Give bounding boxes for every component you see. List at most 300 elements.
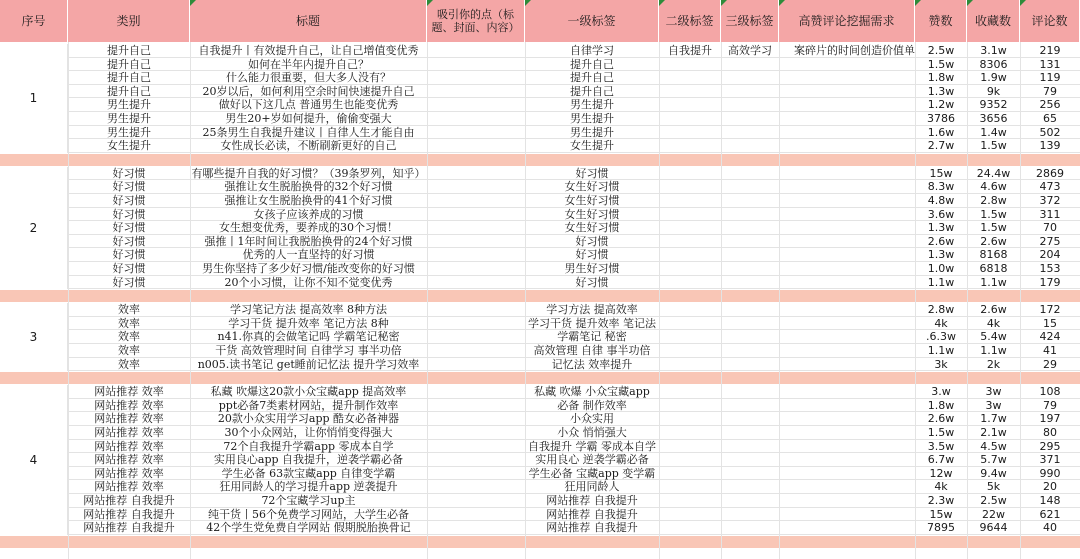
cell-tag-1[interactable]: 提升自己 xyxy=(570,57,614,71)
cell-tag-2[interactable] xyxy=(659,98,721,111)
cell-favorites[interactable]: 3w xyxy=(985,385,1002,399)
cell-favorites[interactable]: 3w xyxy=(985,398,1002,412)
header-likes[interactable] xyxy=(915,0,967,42)
cell-category[interactable]: 提升自己 xyxy=(107,84,151,98)
cell-category[interactable]: 好习惯 xyxy=(112,248,146,262)
cell-tag-3[interactable]: 高效学习 xyxy=(728,44,772,57)
cell-tag-1[interactable]: 必备 制作效率 xyxy=(557,398,627,412)
cell-tag-1[interactable]: 网站推荐 自我提升 xyxy=(546,521,638,535)
cell-comment-needs[interactable] xyxy=(779,71,915,84)
cell-favorites[interactable]: 1.9w xyxy=(980,71,1007,85)
cell-appeal[interactable] xyxy=(427,194,525,207)
cell-likes[interactable]: 4k xyxy=(934,316,948,330)
cell-tag-3[interactable] xyxy=(721,440,779,453)
table-row[interactable] xyxy=(68,440,1080,454)
cell-favorites[interactable]: 5k xyxy=(986,480,1001,494)
cell-comment-needs[interactable] xyxy=(779,494,915,507)
cell-category[interactable]: 效率 xyxy=(118,344,140,357)
header-category[interactable] xyxy=(68,0,190,42)
cell-comments[interactable]: 15 xyxy=(1043,316,1057,330)
cell-category[interactable]: 效率 xyxy=(118,303,140,317)
cell-appeal[interactable] xyxy=(427,521,525,534)
cell-likes[interactable]: 15w xyxy=(929,166,953,180)
table-row[interactable] xyxy=(68,112,1080,126)
cell-comments[interactable]: 275 xyxy=(1039,234,1061,248)
header-comment-needs[interactable] xyxy=(779,0,915,42)
header-tag-2[interactable] xyxy=(659,0,721,42)
cell-tag-3[interactable] xyxy=(721,303,779,316)
cell-title[interactable]: 狂用同龄人的学习提升app 逆袭提升 xyxy=(219,480,398,494)
cell-appeal[interactable] xyxy=(427,139,525,152)
cell-category[interactable]: 男生提升 xyxy=(107,125,151,139)
cell-tag-1[interactable]: 女生好习惯 xyxy=(564,221,620,235)
cell-appeal[interactable] xyxy=(427,262,525,275)
cell-category[interactable]: 提升自己 xyxy=(107,71,151,85)
cell-favorites[interactable]: 2.6w xyxy=(980,234,1007,248)
cell-title[interactable]: 学习笔记方法 提高效率 8种方法 xyxy=(230,303,387,317)
cell-appeal[interactable] xyxy=(427,412,525,425)
cell-comments[interactable]: 621 xyxy=(1039,507,1061,521)
cell-appeal[interactable] xyxy=(427,508,525,521)
cell-likes[interactable]: 3786 xyxy=(927,112,955,125)
cell-title[interactable]: 如何在半年内提升自己？ xyxy=(248,57,369,71)
cell-tag-3[interactable] xyxy=(721,330,779,343)
cell-appeal[interactable] xyxy=(427,317,525,330)
cell-likes[interactable]: 4.8w xyxy=(927,194,955,207)
cell-favorites[interactable]: 4k xyxy=(986,316,1001,330)
cell-appeal[interactable] xyxy=(427,221,525,234)
cell-likes[interactable]: 1.8w xyxy=(927,71,955,85)
cell-category[interactable]: 网站推荐 效率 xyxy=(94,385,164,399)
cell-category[interactable]: 网站推荐 效率 xyxy=(94,453,164,467)
cell-tag-3[interactable] xyxy=(721,385,779,398)
cell-comment-needs[interactable] xyxy=(779,112,915,125)
cell-favorites[interactable]: 4.5w xyxy=(980,439,1007,453)
cell-appeal[interactable] xyxy=(427,248,525,261)
table-row[interactable] xyxy=(68,262,1080,276)
table-row[interactable] xyxy=(68,480,1080,494)
cell-tag-3[interactable] xyxy=(721,358,779,371)
cell-likes[interactable]: 4k xyxy=(934,480,948,494)
cell-tag-2[interactable] xyxy=(659,494,721,507)
cell-title[interactable]: 优秀的人一直坚持的好习惯 xyxy=(242,248,375,262)
cell-tag-2[interactable] xyxy=(659,167,721,180)
cell-tag-1[interactable]: 高效管理 自律 事半功倍 xyxy=(533,344,651,357)
cell-comment-needs[interactable] xyxy=(779,521,915,534)
cell-category[interactable]: 好习惯 xyxy=(112,221,146,235)
table-row[interactable] xyxy=(68,276,1080,290)
cell-tag-3[interactable] xyxy=(721,262,779,275)
cell-favorites[interactable]: 4.6w xyxy=(980,180,1007,194)
cell-tag-3[interactable] xyxy=(721,494,779,507)
cell-category[interactable]: 好习惯 xyxy=(112,275,146,289)
cell-likes[interactable]: 1.2w xyxy=(927,98,955,112)
cell-tag-1[interactable]: 好习惯 xyxy=(575,166,609,180)
cell-favorites[interactable]: 6818 xyxy=(979,262,1008,275)
cell-tag-3[interactable] xyxy=(721,98,779,111)
cell-title[interactable]: 72个自我提升学霸app 零成本自学 xyxy=(223,439,394,453)
cell-category[interactable]: 男生提升 xyxy=(107,98,151,112)
cell-title[interactable]: 私藏 吹爆这20款小众宝藏app 提高效率 xyxy=(210,385,407,399)
cell-title[interactable]: 实用良心app 自我提升，逆袭学霸必备 xyxy=(213,453,404,467)
cell-likes[interactable]: 1.3w xyxy=(927,84,955,98)
cell-category[interactable]: 男生提升 xyxy=(107,112,151,125)
cell-likes[interactable]: 3.w xyxy=(931,385,951,399)
cell-tag-1[interactable]: 好习惯 xyxy=(575,248,609,262)
cell-category[interactable]: 好习惯 xyxy=(112,262,146,275)
table-row[interactable] xyxy=(68,139,1080,153)
cell-comment-needs[interactable] xyxy=(779,167,915,180)
cell-likes[interactable]: 2.7w xyxy=(927,139,955,153)
cell-likes[interactable]: 12w xyxy=(929,466,953,480)
cell-category[interactable]: 网站推荐 效率 xyxy=(94,480,164,494)
cell-comments[interactable]: 473 xyxy=(1039,180,1061,194)
cell-likes[interactable]: 15w xyxy=(929,507,953,521)
cell-category[interactable]: 女生提升 xyxy=(107,139,151,153)
cell-appeal[interactable] xyxy=(427,399,525,412)
table-row[interactable] xyxy=(68,426,1080,440)
cell-comment-needs[interactable] xyxy=(779,453,915,466)
cell-appeal[interactable] xyxy=(427,208,525,221)
cell-appeal[interactable] xyxy=(427,44,525,57)
cell-tag-1[interactable]: 好习惯 xyxy=(575,234,609,248)
cell-tag-1[interactable]: 小众实用 xyxy=(570,412,614,426)
cell-appeal[interactable] xyxy=(427,71,525,84)
cell-favorites[interactable]: 5.4w xyxy=(980,330,1007,344)
cell-comment-needs[interactable] xyxy=(779,194,915,207)
cell-tag-3[interactable] xyxy=(721,167,779,180)
cell-comment-needs[interactable] xyxy=(779,262,915,275)
cell-comments[interactable]: 131 xyxy=(1039,57,1061,71)
cell-tag-3[interactable] xyxy=(721,521,779,534)
cell-tag-2[interactable] xyxy=(659,235,721,248)
cell-comment-needs[interactable] xyxy=(779,426,915,439)
cell-appeal[interactable] xyxy=(427,358,525,371)
cell-favorites[interactable]: 8306 xyxy=(979,57,1008,71)
cell-tag-2[interactable] xyxy=(659,521,721,534)
cell-appeal[interactable] xyxy=(427,235,525,248)
cell-comments[interactable]: 40 xyxy=(1043,521,1057,535)
cell-tag-2[interactable] xyxy=(659,330,721,343)
cell-title[interactable]: 强推让女生脱胎换骨的41个好习惯 xyxy=(224,194,393,207)
cell-favorites[interactable]: 1.4w xyxy=(980,125,1007,139)
cell-tag-1[interactable]: 男生提升 xyxy=(570,125,614,139)
cell-comment-needs[interactable] xyxy=(779,126,915,139)
cell-comments[interactable]: 172 xyxy=(1039,303,1061,317)
cell-tag-1[interactable]: 女生好习惯 xyxy=(564,194,620,207)
cell-tag-3[interactable] xyxy=(721,126,779,139)
cell-comments[interactable]: 179 xyxy=(1039,275,1061,289)
cell-favorites[interactable]: 2k xyxy=(986,357,1001,371)
cell-tag-2[interactable] xyxy=(659,85,721,98)
cell-comment-needs[interactable] xyxy=(779,480,915,493)
table-row[interactable] xyxy=(68,44,1080,58)
cell-tag-1[interactable]: 女生好习惯 xyxy=(564,180,620,194)
cell-title[interactable]: 有哪些提升自我的好习惯？（39条罗列，知乎） xyxy=(191,166,426,180)
cell-title[interactable]: 30个小众网站，让你悄悄变得强大 xyxy=(224,426,393,439)
cell-tag-3[interactable] xyxy=(721,453,779,466)
cell-comments[interactable]: 29 xyxy=(1043,357,1057,371)
cell-comments[interactable]: 148 xyxy=(1039,494,1061,507)
cell-favorites[interactable]: 2.8w xyxy=(980,194,1007,207)
cell-tag-2[interactable] xyxy=(659,453,721,466)
cell-tag-3[interactable] xyxy=(721,317,779,330)
cell-title[interactable]: 男生20+岁如何提升，偷偷变强大 xyxy=(225,112,392,125)
cell-comments[interactable]: 311 xyxy=(1039,207,1061,221)
cell-tag-1[interactable]: 男生提升 xyxy=(570,98,614,112)
cell-tag-3[interactable] xyxy=(721,412,779,425)
cell-appeal[interactable] xyxy=(427,85,525,98)
cell-favorites[interactable]: 9644 xyxy=(979,521,1008,535)
cell-tag-2[interactable] xyxy=(659,248,721,261)
table-row[interactable] xyxy=(68,358,1080,372)
cell-tag-3[interactable] xyxy=(721,85,779,98)
cell-tag-1[interactable]: 学生必备 宝藏app 变学霸 xyxy=(528,466,656,480)
cell-tag-1[interactable]: 男生好习惯 xyxy=(564,262,620,275)
cell-tag-2[interactable] xyxy=(659,208,721,221)
cell-title[interactable]: 女性成长必读，不断刷新更好的自己 xyxy=(220,139,397,153)
table-row[interactable] xyxy=(68,98,1080,112)
cell-tag-2[interactable] xyxy=(659,467,721,480)
cell-appeal[interactable] xyxy=(427,126,525,139)
cell-category[interactable]: 好习惯 xyxy=(112,234,146,248)
cell-likes[interactable]: 2.5w xyxy=(927,44,955,57)
cell-likes[interactable]: 3.6w xyxy=(927,207,955,221)
cell-comments[interactable]: 295 xyxy=(1039,439,1061,453)
cell-favorites[interactable]: 3656 xyxy=(979,112,1008,125)
cell-likes[interactable]: 6.7w xyxy=(927,453,955,467)
cell-category[interactable]: 网站推荐 效率 xyxy=(94,426,164,439)
cell-comments[interactable]: 256 xyxy=(1039,98,1061,112)
cell-title[interactable]: 72个宝藏学习up主 xyxy=(261,494,356,507)
cell-tag-2[interactable] xyxy=(659,508,721,521)
cell-comment-needs[interactable] xyxy=(779,98,915,111)
cell-tag-3[interactable] xyxy=(721,180,779,193)
cell-category[interactable]: 网站推荐 效率 xyxy=(94,412,164,426)
cell-comment-needs[interactable] xyxy=(779,139,915,152)
cell-category[interactable]: 效率 xyxy=(118,357,140,371)
table-row[interactable] xyxy=(68,208,1080,222)
cell-comment-needs[interactable] xyxy=(779,317,915,330)
cell-tag-2[interactable] xyxy=(659,317,721,330)
cell-comments[interactable]: 41 xyxy=(1043,344,1057,357)
cell-tag-3[interactable] xyxy=(721,194,779,207)
table-row[interactable] xyxy=(68,330,1080,344)
cell-tag-1[interactable]: 实用良心 逆袭学霸必备 xyxy=(535,453,649,467)
cell-likes[interactable]: 1.5w xyxy=(927,426,955,439)
cell-tag-1[interactable]: 学习方法 提高效率 xyxy=(546,303,638,317)
cell-category[interactable]: 好习惯 xyxy=(112,194,146,207)
cell-appeal[interactable] xyxy=(427,467,525,480)
cell-tag-2[interactable] xyxy=(659,58,721,71)
cell-tag-3[interactable] xyxy=(721,276,779,289)
cell-tag-1[interactable]: 学习干货 提升效率 笔记法 xyxy=(528,316,656,330)
cell-likes[interactable]: 8.3w xyxy=(927,180,955,194)
cell-comments[interactable]: 139 xyxy=(1039,139,1061,153)
cell-appeal[interactable] xyxy=(427,276,525,289)
cell-comments[interactable]: 79 xyxy=(1043,84,1057,98)
cell-tag-3[interactable] xyxy=(721,71,779,84)
cell-category[interactable]: 网站推荐 自我提升 xyxy=(83,521,175,535)
cell-title[interactable]: n41.你真的会做笔记吗 学霸笔记秘密 xyxy=(217,330,400,344)
cell-comments[interactable]: 70 xyxy=(1043,221,1057,235)
cell-comment-needs[interactable] xyxy=(779,85,915,98)
cell-likes[interactable]: 7895 xyxy=(927,521,955,535)
cell-tag-3[interactable] xyxy=(721,508,779,521)
cell-favorites[interactable]: 9352 xyxy=(979,98,1008,112)
cell-tag-1[interactable]: 私藏 吹爆 小众宝藏app xyxy=(534,385,650,399)
cell-comment-needs[interactable] xyxy=(779,180,915,193)
cell-likes[interactable]: 1.1w xyxy=(927,275,955,289)
cell-comment-needs[interactable] xyxy=(779,235,915,248)
cell-comments[interactable]: 372 xyxy=(1039,194,1061,207)
cell-tag-3[interactable] xyxy=(721,208,779,221)
cell-appeal[interactable] xyxy=(427,303,525,316)
cell-appeal[interactable] xyxy=(427,330,525,343)
cell-favorites[interactable]: 8168 xyxy=(979,248,1008,262)
table-row[interactable] xyxy=(68,167,1080,181)
cell-tag-1[interactable]: 狂用同龄人 xyxy=(564,480,620,494)
table-row[interactable] xyxy=(68,317,1080,331)
cell-comment-needs[interactable]: 案碎片的时间创造价值单 xyxy=(794,44,915,57)
cell-favorites[interactable]: 9k xyxy=(986,84,1001,98)
cell-likes[interactable]: 1.0w xyxy=(927,262,955,275)
cell-comment-needs[interactable] xyxy=(779,303,915,316)
cell-comments[interactable]: 204 xyxy=(1039,248,1061,262)
cell-title[interactable]: 20岁以后，如何利用空余时间快速提升自己 xyxy=(202,84,415,98)
header-tag-3[interactable] xyxy=(721,0,779,42)
table-row[interactable] xyxy=(68,303,1080,317)
cell-comment-needs[interactable] xyxy=(779,208,915,221)
cell-likes[interactable]: 2.3w xyxy=(927,494,955,507)
cell-tag-3[interactable] xyxy=(721,399,779,412)
cell-comment-needs[interactable] xyxy=(779,508,915,521)
cell-likes[interactable]: 3.5w xyxy=(927,439,955,453)
cell-favorites[interactable]: 2.1w xyxy=(980,426,1007,439)
cell-comments[interactable]: 371 xyxy=(1039,453,1061,467)
cell-favorites[interactable]: 24.4w xyxy=(976,166,1011,180)
cell-favorites[interactable]: 9.4w xyxy=(980,466,1007,480)
cell-title[interactable]: ppt必备7类素材网站，提升制作效率 xyxy=(218,398,399,412)
cell-appeal[interactable] xyxy=(427,344,525,357)
cell-tag-1[interactable]: 女生提升 xyxy=(570,139,614,153)
table-row[interactable] xyxy=(68,194,1080,208)
cell-title[interactable]: 女生想变优秀，要养成的30个习惯！ xyxy=(219,221,398,235)
cell-comment-needs[interactable] xyxy=(779,358,915,371)
table-row[interactable] xyxy=(68,453,1080,467)
cell-title[interactable]: 42个学生党免费自学网站 假期脱胎换骨记 xyxy=(206,521,411,535)
cell-appeal[interactable] xyxy=(427,494,525,507)
cell-category[interactable]: 网站推荐 自我提升 xyxy=(83,494,175,507)
table-row[interactable] xyxy=(68,412,1080,426)
cell-appeal[interactable] xyxy=(427,180,525,193)
cell-tag-3[interactable] xyxy=(721,480,779,493)
cell-title[interactable]: 学习干货 提升效率 笔记方法 8种 xyxy=(228,316,389,330)
cell-tag-2[interactable] xyxy=(659,426,721,439)
cell-tag-3[interactable] xyxy=(721,139,779,152)
cell-likes[interactable]: 1.5w xyxy=(927,57,955,71)
cell-likes[interactable]: 2.6w xyxy=(927,234,955,248)
header-appeal[interactable] xyxy=(427,0,525,42)
cell-tag-2[interactable] xyxy=(659,440,721,453)
header-comments[interactable] xyxy=(1020,0,1080,42)
cell-comment-needs[interactable] xyxy=(779,276,915,289)
cell-appeal[interactable] xyxy=(427,167,525,180)
cell-category[interactable]: 好习惯 xyxy=(112,166,146,180)
cell-likes[interactable]: 2.6w xyxy=(927,412,955,426)
cell-comment-needs[interactable] xyxy=(779,221,915,234)
cell-category[interactable]: 网站推荐 效率 xyxy=(94,466,164,480)
cell-appeal[interactable] xyxy=(427,480,525,493)
cell-appeal[interactable] xyxy=(427,385,525,398)
table-row[interactable] xyxy=(68,399,1080,413)
cell-tag-1[interactable]: 网站推荐 自我提升 xyxy=(546,507,638,521)
cell-tag-1[interactable]: 自我提升 学霸 零成本自学 xyxy=(528,439,656,453)
cell-appeal[interactable] xyxy=(427,112,525,125)
cell-tag-2[interactable] xyxy=(659,385,721,398)
cell-appeal[interactable] xyxy=(427,58,525,71)
cell-category[interactable]: 好习惯 xyxy=(112,207,146,221)
table-row[interactable] xyxy=(68,58,1080,72)
table-row[interactable] xyxy=(68,85,1080,99)
cell-tag-3[interactable] xyxy=(721,58,779,71)
cell-favorites[interactable]: 1.1w xyxy=(980,344,1007,357)
cell-category[interactable]: 网站推荐 效率 xyxy=(94,398,164,412)
cell-favorites[interactable]: 2.6w xyxy=(980,303,1007,317)
table-row[interactable] xyxy=(68,494,1080,508)
cell-category[interactable]: 效率 xyxy=(118,330,140,344)
cell-tag-1[interactable]: 好习惯 xyxy=(575,275,609,289)
cell-likes[interactable]: 1.3w xyxy=(927,221,955,235)
cell-comment-needs[interactable] xyxy=(779,399,915,412)
cell-comments[interactable]: 990 xyxy=(1039,466,1061,480)
cell-title[interactable]: 20款小众实用学习app 酷女必备神器 xyxy=(217,412,400,426)
header-index[interactable] xyxy=(0,0,68,42)
cell-title[interactable]: 干货 高效管理时间 自律学习 事半功倍 xyxy=(215,344,402,357)
cell-likes[interactable]: 2.8w xyxy=(927,303,955,317)
cell-tag-2[interactable] xyxy=(659,180,721,193)
cell-tag-3[interactable] xyxy=(721,112,779,125)
cell-tag-1[interactable]: 提升自己 xyxy=(570,84,614,98)
cell-comment-needs[interactable] xyxy=(779,330,915,343)
cell-title[interactable]: 强推让女生脱胎换骨的32个好习惯 xyxy=(224,180,393,194)
cell-category[interactable]: 网站推荐 自我提升 xyxy=(83,507,175,521)
cell-comments[interactable]: 20 xyxy=(1043,480,1057,494)
cell-category[interactable]: 提升自己 xyxy=(107,57,151,71)
cell-title[interactable]: 学生必备 63款宝藏app 自律变学霸 xyxy=(221,466,396,480)
cell-category[interactable]: 效率 xyxy=(118,316,140,330)
cell-tag-1[interactable]: 网站推荐 自我提升 xyxy=(546,494,638,507)
table-row[interactable] xyxy=(68,235,1080,249)
cell-tag-3[interactable] xyxy=(721,467,779,480)
cell-appeal[interactable] xyxy=(427,440,525,453)
cell-comment-needs[interactable] xyxy=(779,344,915,357)
cell-title[interactable]: 女孩子应该养成的习惯 xyxy=(253,207,364,221)
cell-title[interactable]: 20个小习惯，让你不知不觉变优秀 xyxy=(224,275,393,289)
cell-category[interactable]: 网站推荐 效率 xyxy=(94,439,164,453)
cell-comments[interactable]: 79 xyxy=(1043,398,1057,412)
cell-tag-3[interactable] xyxy=(721,248,779,261)
cell-comments[interactable]: 424 xyxy=(1039,330,1061,344)
cell-favorites[interactable]: 1.5w xyxy=(980,139,1007,153)
cell-comments[interactable]: 502 xyxy=(1039,125,1061,139)
cell-tag-1[interactable]: 男生提升 xyxy=(570,112,614,125)
table-row[interactable] xyxy=(68,71,1080,85)
cell-comments[interactable]: 65 xyxy=(1043,112,1057,125)
header-tag-1[interactable] xyxy=(525,0,659,42)
table-row[interactable] xyxy=(68,180,1080,194)
cell-tag-2[interactable] xyxy=(659,139,721,152)
